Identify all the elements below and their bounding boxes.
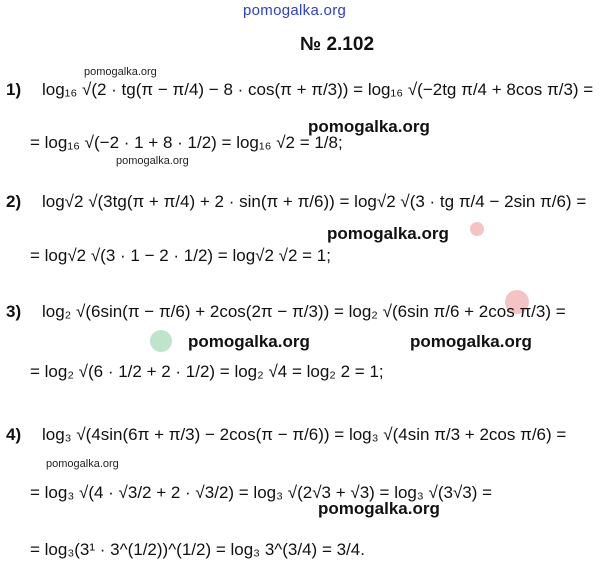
decorative-blob xyxy=(150,330,172,352)
problem-number: 3) xyxy=(6,302,22,321)
equation-line: log₁₆ √(2 · tg(π − π/4) − 8 · cos(π + π/3)) = log₁₆ √(−2tg π/4 + 8cos π/3) = xyxy=(42,80,594,99)
watermark-small: pomogalka.org xyxy=(84,66,157,78)
equation-line: = log₃ √(4 · √3/2 + 2 · √3/2) = log₃ √(2√3 + √3) = log₃ √(3√3) = xyxy=(30,483,493,502)
watermark-small: pomogalka.org xyxy=(46,458,119,470)
problem-number: 2) xyxy=(6,192,22,211)
watermark-big: pomogalka.org xyxy=(308,117,430,136)
decorative-blob xyxy=(470,222,484,236)
equation-line: = log₂ √(6 · 1/2 + 2 · 1/2) = log₂ √4 = log₂ 2 = 1; xyxy=(30,362,384,381)
equation-line: = log√2 √(3 · 1 − 2 · 1/2) = log√2 √2 = 1; xyxy=(30,246,331,265)
problem-number: 1) xyxy=(6,80,22,99)
equation-line: log√2 √(3tg(π + π/4) + 2 · sin(π + π/6)) = log√2 √(3 · tg π/4 − 2sin π/6) = xyxy=(42,192,587,211)
watermark-big: pomogalka.org xyxy=(410,332,532,351)
watermark-top: pomogalka.org xyxy=(243,2,347,19)
watermark-small: pomogalka.org xyxy=(116,155,189,167)
problem-title: № 2.102 xyxy=(300,34,375,55)
watermark-big: pomogalka.org xyxy=(318,499,440,518)
problem-number: 4) xyxy=(6,425,22,444)
equation-line: = log₃(3¹ · 3^(1/2))^(1/2) = log₃ 3^(3/4) = 3/4. xyxy=(30,540,365,559)
watermark-big: pomogalka.org xyxy=(327,224,449,243)
watermark-big: pomogalka.org xyxy=(188,332,310,351)
equation-line: log₂ √(6sin(π − π/6) + 2cos(2π − π/3)) = log₂ √(6sin π/6 + 2cos π/3) = xyxy=(42,302,566,321)
equation-line: = log₁₆ √(−2 · 1 + 8 · 1/2) = log₁₆ √2 = 1/8; xyxy=(30,133,343,152)
equation-line: log₃ √(4sin(6π + π/3) − 2cos(π − π/6)) = log₃ √(4sin π/3 + 2cos π/6) = xyxy=(42,425,567,444)
